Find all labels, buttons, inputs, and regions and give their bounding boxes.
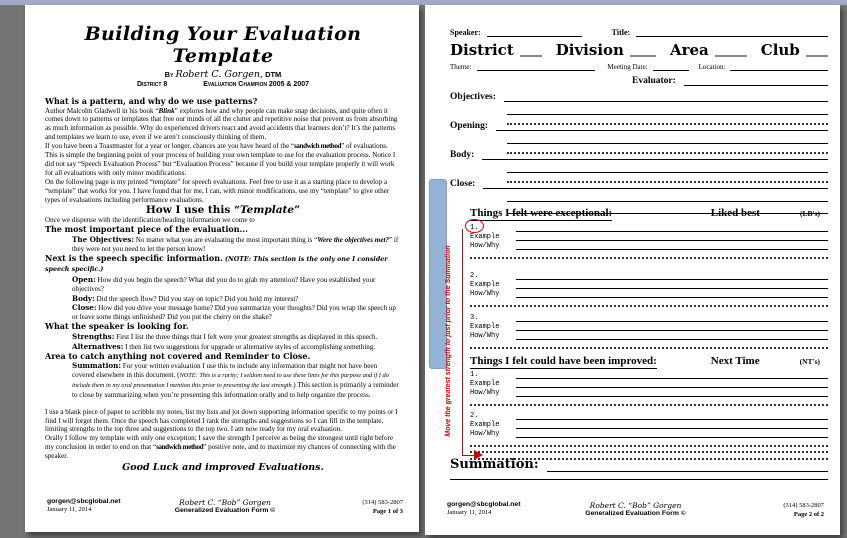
- center-heading: How I use this “Template”: [145, 204, 301, 217]
- section-heading: Area to catch anything not covered and Reminder to Close.: [45, 350, 311, 361]
- example-label: Example: [470, 323, 500, 331]
- sub-item: The Objectives: No matter what you are evaluating the most important thing is “Were the objectives met?” if they were not you need to let the person know!: [72, 234, 399, 253]
- red-circle-annotation: [465, 219, 484, 233]
- title-field-line: [636, 27, 828, 37]
- write-line: [516, 232, 828, 241]
- write-line: [507, 192, 828, 202]
- lb-abbr: (LB's): [799, 209, 820, 218]
- sub-item: Summation: For your written evaluation I use this to include any information that might not have been covered elsewhere in this document. (NOTE: This is a rarity; I seldom need to use these lines for this purpose and if I do include them in my oral presentation I mention this prior to presenting the last strength.) This section is primarily a reminder to close by summarizing when you’re presenting this information orally and to help organize the process.: [72, 361, 399, 399]
- exceptional-heading: Things I felt were exceptional:: [470, 207, 613, 219]
- close-label: Close:: [450, 179, 476, 189]
- red-arrowhead: [474, 450, 483, 460]
- write-line: [516, 370, 828, 379]
- opening-label: Opening:: [450, 121, 489, 131]
- howwhy-label: How/Why: [470, 389, 500, 397]
- sub-item: Open: How did you begin the speech? What did you do to grab my attention? Have you established your objectives?: [72, 274, 376, 293]
- footer-author: Robert C. “Bob” Gorgen: [179, 498, 271, 507]
- speaker-title-row: [450, 27, 828, 37]
- sub-item: Strengths: First I list the three things that I felt were your greatest strengths as displayed in this speech.: [72, 331, 378, 341]
- item-number: 1.: [470, 224, 479, 232]
- dashed-line: [470, 344, 828, 349]
- next-time-label: Next Time: [710, 355, 760, 367]
- footer-page-number: Page 1 of 3: [372, 508, 404, 515]
- speaker-label: Speaker:: [450, 28, 481, 37]
- improved-item-2: [470, 411, 828, 447]
- sub-item: Close: How did you drive your message home? Did you summarize your thoughts? Did you wrap the speech up or leave some things unfinished? Did you put the cherry on the shake?: [72, 303, 396, 322]
- write-line: [516, 388, 828, 397]
- summation-row: [450, 457, 828, 472]
- write-line: [516, 289, 828, 298]
- evaluator-field-line: [684, 76, 828, 86]
- evaluator-row: [450, 76, 828, 86]
- write-line: [482, 150, 828, 160]
- sub-item-lead: Strengths:: [72, 331, 115, 341]
- section-heading: What is a pattern, and why do we use patterns?: [45, 96, 258, 106]
- dashed-line: [470, 254, 828, 259]
- improved-item-1: [470, 370, 828, 406]
- summation-label: Summation:: [450, 457, 539, 472]
- meeting-date-field-line: [653, 63, 689, 71]
- author-designation: DTM: [265, 70, 282, 79]
- page-footer: [47, 498, 403, 516]
- item-number: 2.: [470, 412, 479, 420]
- section-heading: What the speaker is looking for.: [45, 321, 189, 332]
- write-line: [516, 420, 828, 429]
- area-label: Area: [669, 41, 709, 59]
- paragraph: I use a blank piece of paper to scribble my notes, list my lists and jot down supporting information specific to my points or I find I will forget them. Once the speech has completed I rank the strengths and suggestions so I can fill in the template, limiting strengths to the top three and suggestions to the top two. I am now ready for my oral evaluation.: [45, 407, 398, 434]
- footer-form-name: Generalized Evaluation Form ©: [585, 510, 686, 517]
- write-line: [516, 379, 828, 388]
- division-label: Division: [555, 41, 624, 59]
- write-line: [507, 134, 828, 144]
- document-page-2: [425, 5, 840, 535]
- howwhy-label: How/Why: [470, 332, 500, 340]
- item-number: 3.: [470, 314, 479, 322]
- footer-phone: (314) 583-2807: [362, 499, 404, 506]
- inline-note: NOTE: This is a rarity; I seldom need to use these lines for this purpose and if I do include them in my oral presentation I mention this prior to presenting the last strength.: [72, 371, 389, 389]
- page-footer: [447, 501, 824, 519]
- area-field-line: [715, 51, 747, 57]
- write-line: [450, 479, 828, 480]
- footer-date: January 11, 2014: [47, 506, 92, 513]
- district-label: District: [450, 41, 514, 59]
- body-label: Body:: [450, 150, 475, 160]
- howwhy-label: How/Why: [470, 290, 500, 298]
- write-line: [516, 411, 828, 420]
- sub-item: Alternatives: I then list two suggestions for upgrade or alternative styles of accomplishing something.: [72, 341, 376, 351]
- item-number: 1.: [470, 371, 479, 379]
- write-line: [516, 331, 828, 340]
- improved-heading-row: [470, 355, 828, 369]
- location-field-line: [730, 63, 828, 71]
- write-line: [516, 313, 828, 322]
- example-label: Example: [470, 380, 500, 388]
- write-line: [507, 163, 828, 173]
- theme-label: Theme:: [450, 63, 472, 71]
- exceptional-heading-row: [470, 207, 828, 221]
- sub-item-lead: Open:: [72, 274, 96, 284]
- sandwich-method-term: sandwich method: [294, 142, 342, 151]
- example-label: Example: [470, 421, 500, 429]
- sub-item-lead: The Objectives:: [72, 234, 134, 244]
- footer-date: January 11, 2014: [447, 509, 492, 516]
- section-heading: Next is the speech specific information. (NOTE: This section is the only one I consider speech specific.): [45, 252, 388, 274]
- division-field-line: [630, 51, 656, 57]
- howwhy-label: How/Why: [470, 430, 500, 438]
- author-name: Robert C. Gorgen,: [175, 69, 264, 80]
- footer-page-number: Page 2 of 2: [793, 511, 825, 518]
- item-number: 2.: [470, 272, 479, 280]
- example-label: Example: [470, 233, 500, 241]
- paragraph: Author Malcolm Gladwell in his book “Blink” explores how and why people can make snap decisions, and quite often it comes down to patterns or templates that free our minds of all the clutter and repetitive noise that prevent us from absorbing as much information as possible. Why do experienced drivers react and avoid accidents that learners don’t? It’s the patterns and templates we learn to use, even if we aren’t consciously thinking of them.: [45, 106, 398, 142]
- write-line: [516, 280, 828, 289]
- write-line: [496, 121, 828, 131]
- theme-field-line: [477, 63, 595, 71]
- location-label: Location:: [698, 63, 726, 71]
- section-heading: The most important piece of the evaluation...: [45, 224, 248, 235]
- club-label: Club: [760, 41, 800, 59]
- page-title: Building Your Evaluation Template: [84, 23, 362, 67]
- nt-abbr: (NT's): [799, 357, 820, 366]
- sub-item-lead: Close:: [72, 303, 97, 313]
- speaker-field-line: [487, 27, 582, 37]
- byline-prefix: By: [164, 70, 174, 79]
- closing-line: Good Luck and improved Evaluations.: [122, 462, 324, 474]
- inline-note: (NOTE: This section is the only one I consider speech specific.): [45, 255, 388, 274]
- footer-phone: (314) 583-2807: [783, 502, 825, 509]
- footer-email: gorgen@sbcglobal.net: [447, 501, 521, 508]
- write-line: [516, 429, 828, 438]
- sub-item-lead: Summation:: [72, 361, 122, 371]
- document-body: [45, 97, 401, 473]
- footer-email: gorgen@sbcglobal.net: [47, 498, 121, 505]
- spacer: [45, 400, 401, 408]
- credentials-line: [45, 81, 401, 88]
- exceptional-item-2: [470, 271, 828, 307]
- write-line: [516, 271, 828, 280]
- footer-author: Robert C. “Bob” Gorgen: [589, 501, 682, 510]
- write-line: [516, 322, 828, 331]
- paragraph: On the following page is my printed “template” for speech evaluations. Feel free to use it as a starting place to develop a “template” that works for you. I have found that for me, I can, with minor modifications, use my “template” to give other types of evaluations including performance evaluations.: [45, 177, 390, 204]
- sub-item-lead: Alternatives:: [72, 341, 124, 351]
- dashed-line: [470, 401, 828, 406]
- paragraph: If you have been a Toastmaster for a year or longer, chances are you have heard of the “sandwich method” of evaluations. This is simple the beginning point of your process of building your own template to use for the evaluation process. Notice I did not say “Speech Evaluation Process” but “Evaluation Process” because if you build your template properly it will work for all evaluations with only minor modifications.: [45, 142, 396, 177]
- champion-credential: Evaluation Champion 2005 & 2007: [203, 81, 310, 88]
- exceptional-item-3: [470, 313, 828, 349]
- howwhy-label: How/Why: [470, 242, 500, 250]
- write-line: [483, 179, 828, 189]
- paragraph: Orally I follow my template with only one exception; I save the strength I perceive as being the strongest until right before my conclusion in order to end on that “sandwich method” positive note, and to maximize my chances of connecting with the speaker.: [45, 434, 396, 461]
- write-line: [504, 92, 828, 102]
- rotated-annotation-text: Move the greatest strength to just prior to the Summation: [445, 245, 452, 437]
- write-line: [547, 461, 828, 472]
- improved-heading: Things I felt could have been improved:: [470, 355, 657, 367]
- liked-best-label: Liked best: [710, 207, 760, 219]
- sandwich-method-term: sandwich method: [156, 443, 204, 452]
- write-line: [516, 241, 828, 250]
- evaluator-label: Evaluator:: [632, 76, 676, 86]
- example-label: Example: [470, 281, 500, 289]
- document-page-1: [25, 5, 419, 532]
- district-credential: District 8: [136, 81, 168, 88]
- district-row: [450, 41, 828, 59]
- theme-row: [450, 63, 828, 71]
- sub-item-lead: Body:: [72, 293, 95, 303]
- book-title: Blink: [158, 106, 175, 115]
- write-line: [507, 105, 828, 115]
- meeting-date-label: Meeting Date:: [607, 63, 648, 71]
- district-field-line: [520, 51, 542, 57]
- paragraph: Once we dispense with the identification/heading information we come to: [45, 216, 255, 225]
- exceptional-item-1: [470, 223, 828, 259]
- write-line: [516, 223, 828, 232]
- dashed-line: [470, 302, 828, 307]
- title-label: Title:: [611, 28, 631, 37]
- sub-item: Body: Did the speech flow? Did you stay on topic? Did you hold my interest?: [72, 293, 299, 303]
- footer-form-name: Generalized Evaluation Form ©: [174, 507, 276, 514]
- objectives-label: Objectives:: [450, 92, 496, 102]
- club-field-line: [806, 51, 828, 57]
- byline: [45, 69, 401, 80]
- red-arrow-line: [462, 229, 463, 455]
